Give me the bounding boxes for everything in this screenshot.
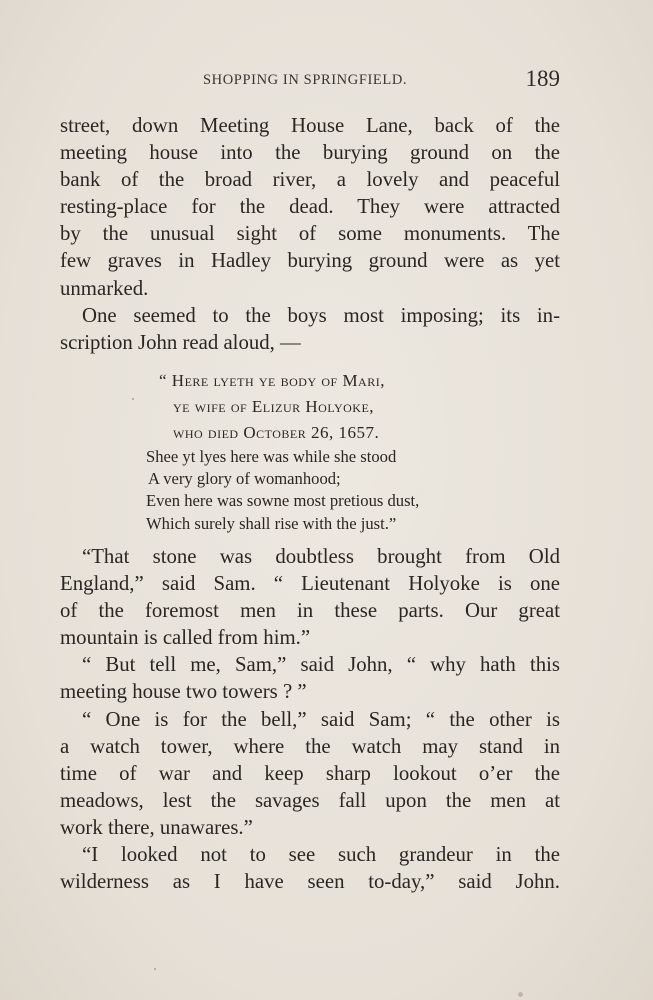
paragraph [60, 112, 560, 302]
text-line: by the unusual sight of some monuments. The [60, 222, 560, 246]
verse-line: A very glory of womanhood; [148, 469, 341, 489]
paper-speck [518, 992, 523, 997]
text-line: scription John read aloud, — [60, 330, 301, 354]
epitaph-line [159, 394, 385, 420]
text-line: “I looked not to see such grandeur in the [82, 843, 560, 867]
text-line: “That stone was doubtless brought from Old [82, 545, 560, 568]
verse-line: Shee yt lyes here was while she stood [146, 447, 397, 466]
body-text-bottom [60, 543, 560, 895]
text-line: work there, unawares.” [60, 815, 253, 839]
paper-speck [132, 398, 134, 400]
verse-line: Which surely shall rise with the just.” [146, 513, 397, 533]
text-line: of the foremost men in these parts. Our great [60, 599, 560, 623]
text-line: time of war and keep sharp lookout o’er the [60, 761, 560, 785]
text-line: One seemed to the boys most imposing; its in- [82, 303, 560, 327]
paragraph [60, 302, 560, 356]
epitaph-line [159, 368, 385, 394]
text-line: wilderness as I have seen to-day,” said John. [60, 870, 560, 894]
epitaph-verse [146, 446, 419, 535]
text-line: a watch tower, where the watch may stand in [60, 734, 560, 758]
verse-line: Even here was sowne most pretious dust, [146, 491, 420, 511]
text-line: bank of the broad river, a lovely and peaceful [60, 168, 560, 192]
text-line: mountain is called from him.” [60, 626, 311, 650]
body-text-top [60, 112, 560, 356]
running-head: SHOPPING IN SPRINGFIELD. [203, 72, 408, 88]
epitaph-text: ye wife of Elizur Holyoke, [173, 397, 375, 416]
epitaph-text: “ Here lyeth ye body of Mari, [159, 371, 385, 390]
text-line: meeting house two towers ? ” [60, 680, 307, 704]
paragraph [60, 706, 560, 841]
epitaph-text: who died October 26, 1657. [173, 423, 380, 442]
text-line: meeting house into the burying ground on the [60, 141, 560, 165]
text-line: England,” said Sam. “ Lieutenant Holyoke is one [60, 572, 560, 596]
page-header [60, 66, 560, 96]
epitaph-line [159, 420, 385, 446]
epitaph-heading [159, 368, 385, 446]
text-line: few graves in Hadley burying ground were as yet [60, 249, 560, 273]
text-line: resting-place for the dead. They were attracted [60, 195, 560, 219]
text-line: meadows, lest the savages fall upon the men at [60, 788, 560, 812]
text-line: unmarked. [60, 276, 149, 300]
paragraph [60, 651, 560, 705]
text-line: street, down Meeting House Lane, back of the [60, 114, 560, 137]
text-line: “ One is for the bell,” said Sam; “ the other is [82, 707, 560, 731]
paragraph [60, 543, 560, 651]
paper-speck [154, 968, 156, 970]
paragraph [60, 841, 560, 895]
page-number: 189 [525, 66, 560, 91]
text-line: “ But tell me, Sam,” said John, “ why hath this [82, 653, 560, 677]
